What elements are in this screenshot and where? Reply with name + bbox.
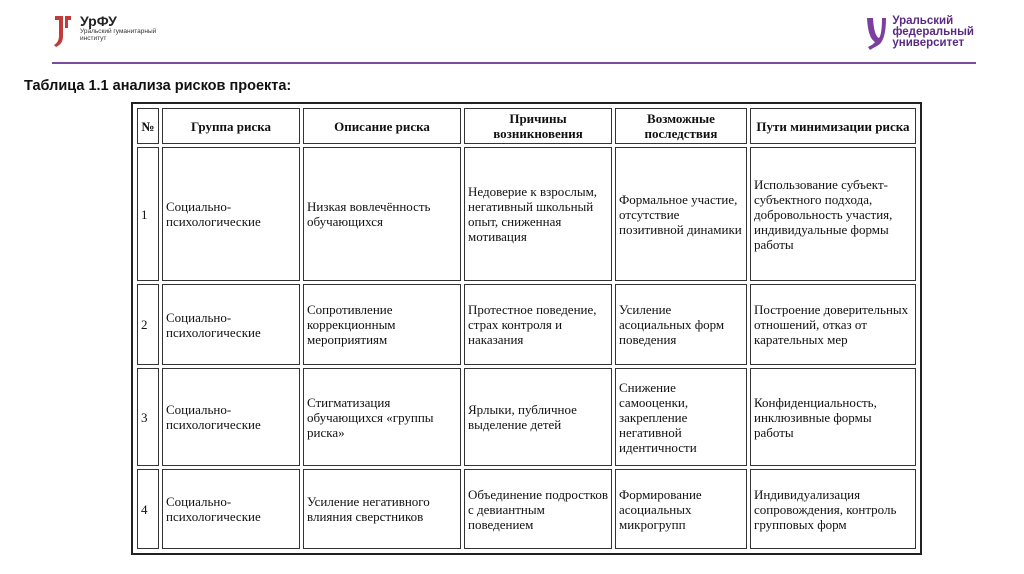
row-cons: Усиление асоциальных форм поведения <box>615 284 747 365</box>
row-desc: Стигматизация обучающихся «группы риска» <box>303 368 461 466</box>
urfu-y-purple-logo-icon <box>865 16 887 52</box>
row-cause: Ярлыки, публичное выделение детей <box>464 368 612 466</box>
row-num: 4 <box>137 469 159 549</box>
header-num: № <box>137 108 159 144</box>
urfu-humanitarian-logo <box>52 14 158 50</box>
header-cause: Причины возникновения <box>464 108 612 144</box>
table-row <box>137 469 916 549</box>
row-desc: Сопротивление коррекционным мероприятиям <box>303 284 461 365</box>
row-cause: Недоверие к взрослым, негативный школьный опыт, сниженная мотивация <box>464 147 612 281</box>
row-min: Индивидуализация сопровождения, контроль групповых форм <box>750 469 916 549</box>
row-num: 3 <box>137 368 159 466</box>
page-title: Таблица 1.1 анализа рисков проекта: <box>24 78 292 94</box>
row-group: Социально-психологические <box>162 284 300 365</box>
row-num: 2 <box>137 284 159 365</box>
risk-table-frame <box>131 102 922 555</box>
header-desc: Описание риска <box>303 108 461 144</box>
table-row <box>137 147 916 281</box>
header-cons: Возможные последствия <box>615 108 747 144</box>
table-header-row <box>137 108 916 144</box>
row-cons: Формальное участие, отсутствие позитивной динамики <box>615 147 747 281</box>
row-num: 1 <box>137 147 159 281</box>
row-cause: Объединение подростков с девиантным поведением <box>464 469 612 549</box>
urfu-university-logo <box>865 16 974 52</box>
row-cons: Снижение самооценки, закрепление негативной идентичности <box>615 368 747 466</box>
logo-right-line1: Уральский <box>892 15 954 27</box>
logo-left-title: УрФУ <box>80 13 117 29</box>
table-row <box>137 368 916 466</box>
urfu-y-logo-icon <box>52 14 74 50</box>
header-group: Группа риска <box>162 108 300 144</box>
header-min: Пути минимизации риска <box>750 108 916 144</box>
row-desc: Низкая вовлечённость обучающихся <box>303 147 461 281</box>
table-row <box>137 284 916 365</box>
row-cons: Формирование асоциальных микрогрупп <box>615 469 747 549</box>
row-min: Конфиденциальность, инклюзивные формы работы <box>750 368 916 466</box>
logo-right-line3: университет <box>892 37 965 49</box>
row-group: Социально-психологические <box>162 147 300 281</box>
logo-right-line2: федеральный <box>892 26 974 38</box>
row-desc: Усиление негативного влияния сверстников <box>303 469 461 549</box>
row-min: Использование субъект-субъектного подхода, добровольность участия, индивидуальные формы работы <box>750 147 916 281</box>
row-group: Социально-психологические <box>162 368 300 466</box>
logo-left-subtitle: Уральский гуманитарный институт <box>80 28 157 42</box>
row-group: Социально-психологические <box>162 469 300 549</box>
risk-table <box>134 105 919 552</box>
header-divider <box>52 62 976 64</box>
row-min: Построение доверительных отношений, отказ от карательных мер <box>750 284 916 365</box>
row-cause: Протестное поведение, страх контроля и наказания <box>464 284 612 365</box>
